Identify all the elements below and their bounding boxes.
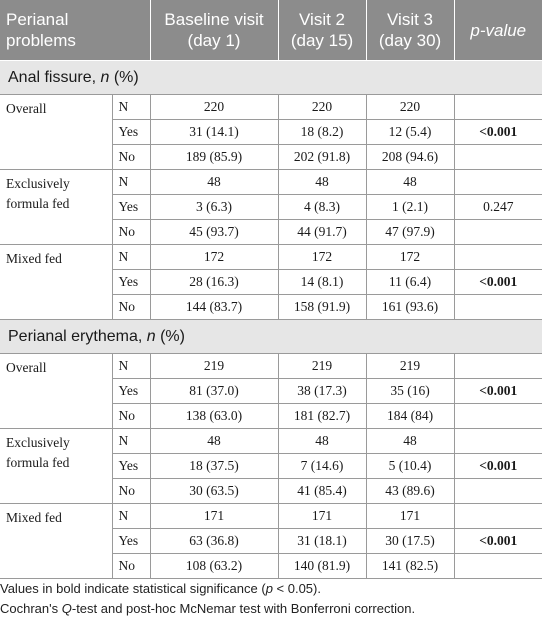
baseline-cell: 28 (16.3) (150, 270, 278, 295)
category-cell: N (112, 429, 150, 454)
visit2-cell: 171 (278, 504, 366, 529)
p-value-cell (454, 295, 542, 320)
category-cell: N (112, 354, 150, 379)
footnote-significance: Values in bold indicate statistical significance (p < 0.05). (0, 581, 321, 596)
p-value-cell (454, 170, 542, 195)
visit3-cell: 47 (97.9) (366, 220, 454, 245)
header-baseline-line1: Baseline visit (164, 10, 264, 29)
header-p-value (454, 0, 542, 61)
table-row (0, 504, 542, 529)
visit2-cell: 48 (278, 170, 366, 195)
baseline-cell: 171 (150, 504, 278, 529)
group-label (0, 95, 112, 170)
table-body (0, 61, 542, 579)
visit3-cell: 12 (5.4) (366, 120, 454, 145)
baseline-cell: 30 (63.5) (150, 479, 278, 504)
header-baseline-line2: (day 1) (187, 31, 241, 50)
visit2-cell: 48 (278, 429, 366, 454)
visit2-cell: 202 (91.8) (278, 145, 366, 170)
category-cell: No (112, 145, 150, 170)
category-cell: Yes (112, 270, 150, 295)
visit2-cell: 172 (278, 245, 366, 270)
p-value-cell (454, 504, 542, 529)
header-visit3-line2: (day 30) (378, 31, 442, 50)
baseline-cell: 48 (150, 429, 278, 454)
group-label (0, 504, 112, 579)
header-visit3-line1: Visit 3 (387, 10, 434, 29)
group-label-line2: formula fed (6, 455, 70, 470)
header-perianal-problems (0, 0, 150, 61)
p-value-cell: <0.001 (454, 120, 542, 145)
baseline-cell: 219 (150, 354, 278, 379)
visit3-cell: 171 (366, 504, 454, 529)
visit3-cell: 30 (17.5) (366, 529, 454, 554)
category-cell: N (112, 95, 150, 120)
p-value-cell (454, 479, 542, 504)
baseline-cell: 220 (150, 95, 278, 120)
section-title: Anal fissure, n (%) (0, 61, 542, 95)
visit3-cell: 161 (93.6) (366, 295, 454, 320)
category-cell: No (112, 554, 150, 579)
table-row (0, 170, 542, 195)
baseline-cell: 63 (36.8) (150, 529, 278, 554)
visit3-cell: 11 (6.4) (366, 270, 454, 295)
category-cell: No (112, 479, 150, 504)
category-cell: No (112, 404, 150, 429)
p-value-cell (454, 429, 542, 454)
group-label-line1: Overall (6, 360, 47, 375)
visit3-cell: 48 (366, 429, 454, 454)
table-row (0, 354, 542, 379)
group-label (0, 354, 112, 429)
visit3-cell: 219 (366, 354, 454, 379)
header-perianal-problems-line2: problems (6, 31, 76, 50)
header-visit2-line2: (day 15) (290, 31, 354, 50)
visit2-cell: 220 (278, 95, 366, 120)
group-label-line1: Mixed fed (6, 251, 62, 266)
header-visit2-line1: Visit 2 (299, 10, 346, 29)
table-row (0, 429, 542, 454)
p-value-cell: <0.001 (454, 270, 542, 295)
baseline-cell: 81 (37.0) (150, 379, 278, 404)
baseline-cell: 48 (150, 170, 278, 195)
baseline-cell: 172 (150, 245, 278, 270)
p-value-cell (454, 354, 542, 379)
baseline-cell: 108 (63.2) (150, 554, 278, 579)
p-value-cell (454, 145, 542, 170)
visit3-cell: 35 (16) (366, 379, 454, 404)
footnote-method: Cochran's Q-test and post-hoc McNemar test with Bonferroni correction. (0, 601, 416, 616)
baseline-cell: 138 (63.0) (150, 404, 278, 429)
visit3-cell: 43 (89.6) (366, 479, 454, 504)
p-value-cell (454, 95, 542, 120)
visit2-cell: 181 (82.7) (278, 404, 366, 429)
visit2-cell: 219 (278, 354, 366, 379)
visit2-cell: 44 (91.7) (278, 220, 366, 245)
p-value-cell: 0.247 (454, 195, 542, 220)
category-cell: Yes (112, 120, 150, 145)
baseline-cell: 189 (85.9) (150, 145, 278, 170)
visit2-cell: 18 (8.2) (278, 120, 366, 145)
category-cell: N (112, 504, 150, 529)
visit2-cell: 41 (85.4) (278, 479, 366, 504)
category-cell: Yes (112, 195, 150, 220)
group-label-line1: Mixed fed (6, 510, 62, 525)
section-row (0, 61, 542, 95)
p-value-cell: <0.001 (454, 529, 542, 554)
visit2-cell: 38 (17.3) (278, 379, 366, 404)
visit3-cell: 208 (94.6) (366, 145, 454, 170)
p-value-cell (454, 220, 542, 245)
category-cell: No (112, 220, 150, 245)
p-value-cell (454, 245, 542, 270)
visit3-cell: 184 (84) (366, 404, 454, 429)
header-p-value-label: p-value (470, 20, 527, 40)
visit2-cell: 14 (8.1) (278, 270, 366, 295)
section-title: Perianal erythema, n (%) (0, 320, 542, 354)
visit2-cell: 4 (8.3) (278, 195, 366, 220)
visit2-cell: 158 (91.9) (278, 295, 366, 320)
visit2-cell: 7 (14.6) (278, 454, 366, 479)
table-row (0, 95, 542, 120)
group-label-line1: Exclusively (6, 435, 70, 450)
category-cell: N (112, 245, 150, 270)
footnotes (0, 579, 542, 619)
category-cell: Yes (112, 454, 150, 479)
baseline-cell: 144 (83.7) (150, 295, 278, 320)
visit3-cell: 1 (2.1) (366, 195, 454, 220)
p-value-cell: <0.001 (454, 379, 542, 404)
group-label-line1: Exclusively (6, 176, 70, 191)
visit3-cell: 48 (366, 170, 454, 195)
category-cell: No (112, 295, 150, 320)
p-value-cell: <0.001 (454, 454, 542, 479)
visit2-cell: 31 (18.1) (278, 529, 366, 554)
group-label (0, 429, 112, 504)
group-label-line2: formula fed (6, 196, 70, 211)
header-perianal-problems-line1: Perianal (6, 10, 69, 29)
baseline-cell: 18 (37.5) (150, 454, 278, 479)
category-cell: N (112, 170, 150, 195)
section-row (0, 320, 542, 354)
group-label (0, 170, 112, 245)
category-cell: Yes (112, 529, 150, 554)
baseline-cell: 31 (14.1) (150, 120, 278, 145)
category-cell: Yes (112, 379, 150, 404)
p-value-cell (454, 554, 542, 579)
p-value-cell (454, 404, 542, 429)
header-visit2 (278, 0, 366, 61)
header-visit3 (366, 0, 454, 61)
group-label-line1: Overall (6, 101, 47, 116)
visit3-cell: 5 (10.4) (366, 454, 454, 479)
header-row (0, 0, 542, 61)
header-baseline-visit (150, 0, 278, 61)
baseline-cell: 45 (93.7) (150, 220, 278, 245)
baseline-cell: 3 (6.3) (150, 195, 278, 220)
group-label (0, 245, 112, 320)
visit3-cell: 141 (82.5) (366, 554, 454, 579)
visit3-cell: 172 (366, 245, 454, 270)
visit2-cell: 140 (81.9) (278, 554, 366, 579)
visit3-cell: 220 (366, 95, 454, 120)
table-row (0, 245, 542, 270)
